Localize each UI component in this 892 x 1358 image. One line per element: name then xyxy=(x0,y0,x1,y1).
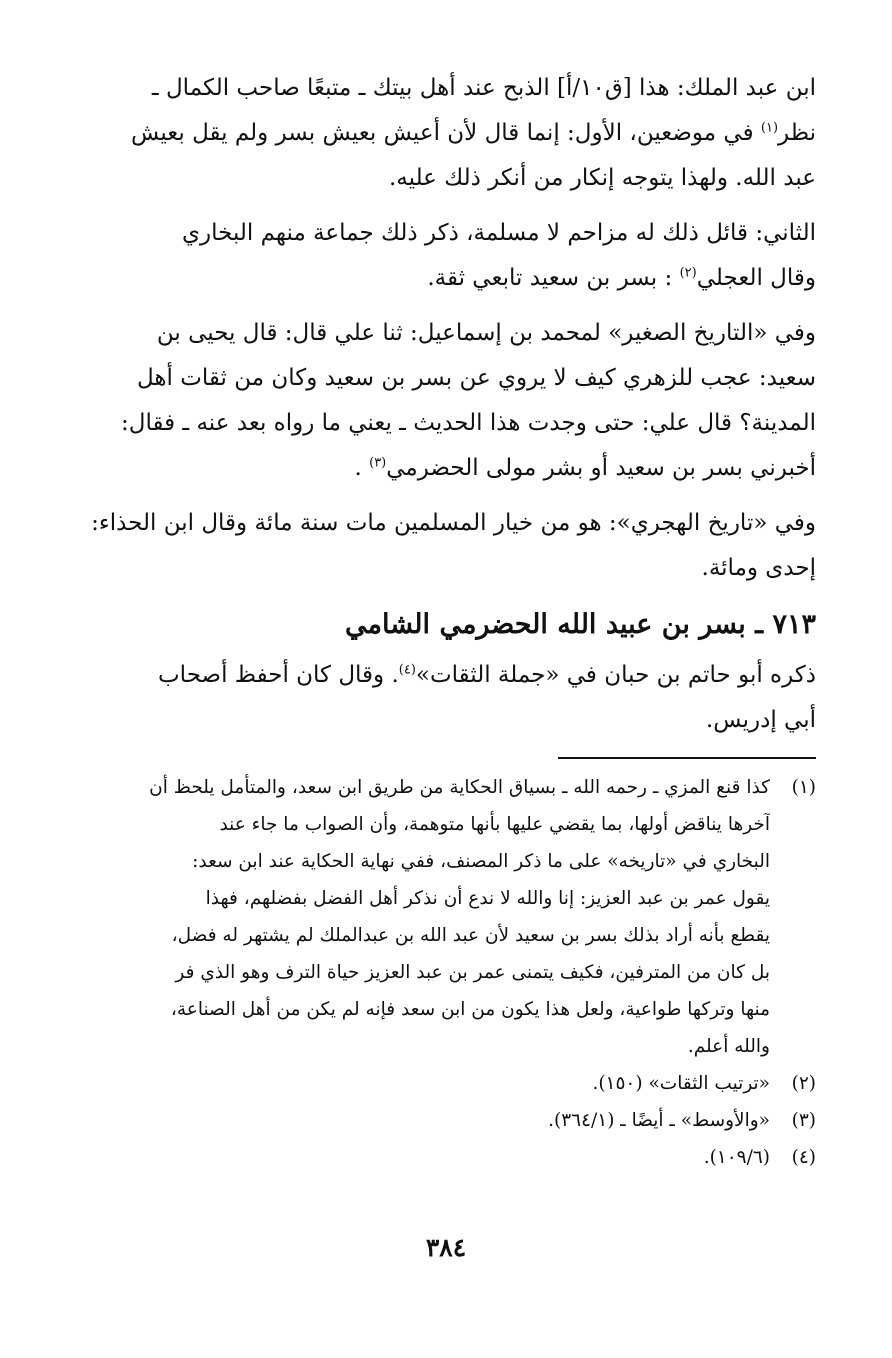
footnote-body xyxy=(78,769,770,1065)
text-line: وفي «تاريخ الهجري»: هو من خيار المسلمين مات سنة مائة وقال ابن الحذاء: xyxy=(91,510,816,536)
footnote-ref-2: (٢) xyxy=(679,265,697,281)
text-run: ذكره أبو حاتم بن حبان في «جملة الثقات» xyxy=(415,662,816,688)
footnote-number: (٤) xyxy=(791,1147,816,1168)
footnote-line: منها وتركها طواعية، ولعل هذا يكون من ابن سعد فإنه لم يكن من أهل الصناعة، xyxy=(170,999,770,1020)
text-line xyxy=(78,446,816,491)
text-line xyxy=(78,111,816,156)
paragraph-1 xyxy=(78,66,816,201)
text-line: وفي «التاريخ الصغير» لمحمد بن إسماعيل: ثنا علي قال: قال يحيى بن xyxy=(156,320,816,346)
footnote-body xyxy=(78,1139,770,1176)
footnote-1 xyxy=(78,769,816,1065)
footnote-line: يقول عمر بن عبد العزيز: إنا والله لا ندع أن نذكر أهل الفضل بفضلهم، فهذا xyxy=(205,888,770,909)
text-line: الثاني: قائل ذلك له مزاحم لا مسلمة، ذكر ذلك جماعة منهم البخاري xyxy=(182,220,816,246)
footnote-2 xyxy=(78,1065,816,1102)
entry-heading: ٧١٣ ـ بسر بن عبيد الله الحضرمي الشامي xyxy=(345,609,816,640)
footnote-body xyxy=(78,1102,770,1139)
text-run: . وقال كان أحفظ أصحاب xyxy=(158,662,399,688)
footnote-number: (٢) xyxy=(791,1073,816,1094)
text-run: : بسر بن سعيد تابعي ثقة. xyxy=(427,265,680,291)
footnote-line: بل كان من المترفين، فكيف يتمنى عمر بن عبد العزيز حياة الترف وهو الذي فر xyxy=(175,962,770,983)
footnotes xyxy=(78,769,816,1176)
footnote-divider xyxy=(558,757,816,759)
text-line xyxy=(78,256,816,301)
footnote-line: آخرها يناقض أولها، بما يقضي عليها بأنها متوهمة، وأن الصواب ما جاء عند xyxy=(219,814,770,835)
text-line: سعيد: عجب للزهري كيف لا يروي عن بسر بن سعيد وكان من ثقات أهل xyxy=(136,365,816,391)
paragraph-2 xyxy=(78,211,816,301)
footnote-line: كذا قنع المزي ـ رحمه الله ـ بسياق الحكاية من طريق ابن سعد، والمتأمل يلحظ أن xyxy=(149,777,770,798)
paragraph-4 xyxy=(78,501,816,591)
text-line: إحدى ومائة. xyxy=(701,555,816,581)
footnote-line: (١٠٩/٦). xyxy=(703,1147,770,1168)
text-run: أخبرني بسر بن سعيد أو بشر مولى الحضرمي xyxy=(386,455,816,481)
text-line: المدينة؟ قال علي: حتى وجدت هذا الحديث ـ يعني ما رواه بعد عنه ـ فقال: xyxy=(121,410,816,436)
footnote-ref-4: (٤) xyxy=(398,662,416,678)
text-run: وقال العجلي xyxy=(696,265,816,291)
footnote-line: «ترتيب الثقات» (١٥٠). xyxy=(592,1073,770,1094)
text-run: . xyxy=(354,455,370,481)
footnote-number: (٣) xyxy=(791,1110,816,1131)
footnote-4 xyxy=(78,1139,816,1176)
text-line: أبي إدريس. xyxy=(705,707,816,733)
footnote-number: (١) xyxy=(791,777,816,798)
footnote-line: يقطع بأنه أراد بذلك بسر بن سعيد لأن عبد الله بن عبدالملك لم يشتهر له فضل، xyxy=(171,925,770,946)
text-run: في موضعين، الأول: إنما قال لأن أعيش بعيش بسر ولم يقل بعيش xyxy=(131,120,761,146)
footnote-3 xyxy=(78,1102,816,1139)
footnote-line: «والأوسط» ـ أيضًا ـ (٣٦٤/١). xyxy=(548,1110,770,1131)
page-number: ٣٨٤ xyxy=(425,1233,467,1262)
footnote-ref-3: (٣) xyxy=(369,455,387,471)
paragraph-3 xyxy=(78,311,816,491)
text-line: ابن عبد الملك: هذا [ق١٠/أ] الذبح عند أهل بيتك ـ متبعًا صاحب الكمال ـ xyxy=(151,75,816,101)
footnote-line: والله أعلم. xyxy=(687,1036,770,1057)
footnote-ref-1: (١) xyxy=(760,120,779,136)
text-run: نظر xyxy=(778,120,816,146)
footnote-body xyxy=(78,1065,770,1102)
paragraph-5 xyxy=(78,653,816,743)
text-line: عبد الله. ولهذا يتوجه إنكار من أنكر ذلك عليه. xyxy=(388,165,816,191)
book-page xyxy=(78,66,816,1176)
footnote-line: البخاري في «تاريخه» على ما ذكر المصنف، ففي نهاية الحكاية عند ابن سعد: xyxy=(192,851,770,872)
text-line xyxy=(78,653,816,698)
